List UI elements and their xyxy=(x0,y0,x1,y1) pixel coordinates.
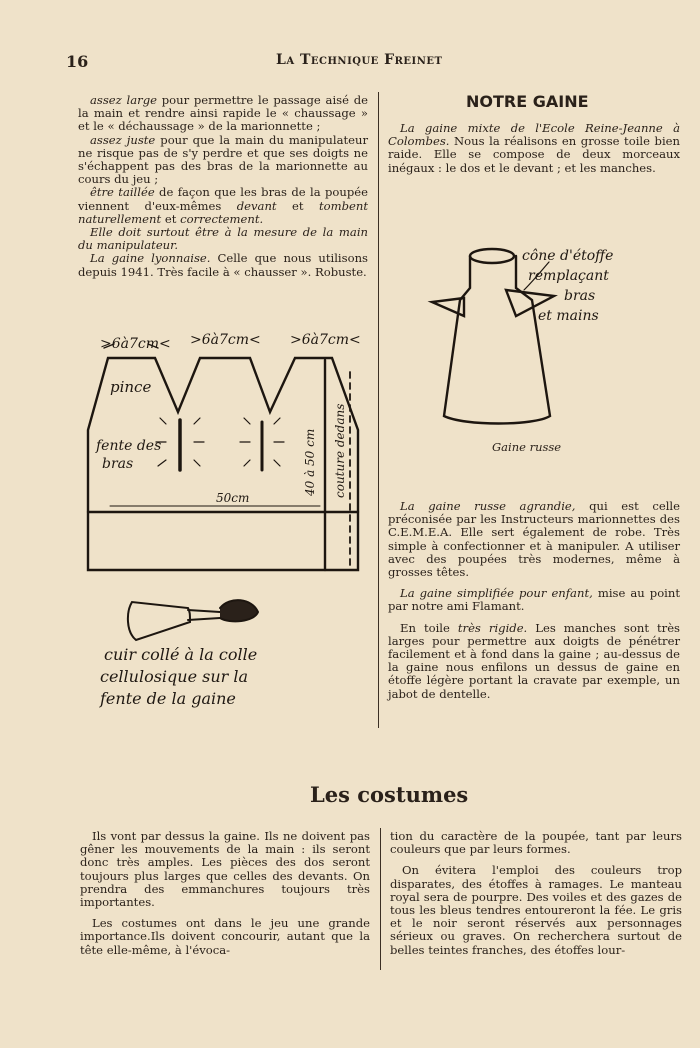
note-label: et mains xyxy=(538,308,599,324)
gaine-russe-diagram xyxy=(424,240,664,440)
page-number: 16 xyxy=(66,52,89,71)
width-label: 50cm xyxy=(216,491,250,505)
right-bottom-text xyxy=(388,500,680,701)
paragraph: assez large pour permettre le passage aisé de la main et rendre ainsi rapide le « chaussage » et le « déchaussage » de la marionnette ; xyxy=(78,93,368,134)
lyonnaise-pattern-diagram xyxy=(70,320,370,740)
right-top-text xyxy=(388,122,680,175)
paragraph: On évitera l'emploi des couleurs trop disparates, des étoffes à ramages. Le manteau royal sera de pourpre. Des voiles et des gazes de tous les bleus tendres entoureront la fée. Le gris et le noir seront réservés aux personnages sérieux ou graves. On recherchera surtout de belles teintes franches, des étoffes lour- xyxy=(390,863,682,957)
paragraph: tion du caractère de la poupée, tant par leurs couleurs que par leurs formes. xyxy=(390,829,682,857)
paragraph: La gaine lyonnaise. Celle que nous utilisons depuis 1941. Très facile à « chausser ». Robuste. xyxy=(78,251,368,279)
pince-label: pince xyxy=(110,378,152,396)
measure-label: >6à7cm< xyxy=(100,336,171,352)
paragraph: Les costumes ont dans le jeu une grande importance.Ils doivent concourir, autant que la tête elle-même, à l'évoca- xyxy=(80,916,370,957)
measure-label: >6à7cm< xyxy=(290,332,361,348)
paragraph: En toile très rigide. Les manches sont très larges pour permettre aux doigts de pénétrer facilement et à fond dans la gaine ; au-dessus de la gaine nous enfilons un dessus de gaine en étoffe légère portant la cravate par exemple, un jabot de dentelle. xyxy=(388,620,681,701)
fente-label: bras xyxy=(102,456,134,472)
note-label: cône d'étoffe xyxy=(522,248,614,264)
fente-label: fente des xyxy=(96,438,162,454)
costumes-left-text xyxy=(80,830,370,957)
running-title: La Technique Freinet xyxy=(276,52,443,68)
paragraph: La gaine mixte de l'Ecole Reine-Jeanne à Colombes. Nous la réalisons en grosse toile bien raide. Elle se compose de deux morceaux inégaux : le dos et le devant ; et les manches. xyxy=(388,121,680,175)
paragraph: La gaine simplifiée pour enfant, mise au point par notre ami Flamant. xyxy=(388,586,681,614)
height-label: 40 à 50 cm xyxy=(303,428,317,496)
paragraph: Ils vont par dessus la gaine. Ils ne doivent pas gêner les mouvements de la main : ils seront donc très amples. Les pièces des dos seront toujours plus larges que celles des devants. On prendra des emmanchures toujours très importantes. xyxy=(80,829,370,910)
section-heading: NOTRE GAINE xyxy=(466,92,589,111)
costumes-right-text xyxy=(390,830,682,957)
note-label: remplaçant xyxy=(528,268,609,284)
measure-label: >6à7cm< xyxy=(190,332,261,348)
section-heading: Les costumes xyxy=(310,782,469,807)
paragraph: Elle doit surtout être à la mesure de la main du manipulateur. xyxy=(78,225,368,253)
paragraph: être taillée de façon que les bras de la poupée viennent d'eux-mêmes devant et tombent naturellement et correctement. xyxy=(78,185,368,226)
cuir-label: fente de la gaine xyxy=(100,689,236,708)
couture-label: couture dedans xyxy=(333,403,347,498)
figure-caption: Gaine russe xyxy=(492,440,562,454)
left-top-text xyxy=(78,94,368,279)
note-label: bras xyxy=(564,288,596,304)
paragraph: La gaine russe agrandie, qui est celle préconisée par les Instructeurs marionnettes des C.E.M.E.A. Elle sert également de robe. Très simple à confectionner et à manipuler. A utiliser avec des poupées très modernes, même à grosses têtes. xyxy=(388,499,680,580)
cuir-label: cuir collé à la colle xyxy=(104,645,258,664)
paragraph: assez juste pour que la main du manipulateur ne risque pas de s'y perdre et que ses doigts ne s'échappent pas des bras de la marionnette au cours du jeu ; xyxy=(78,132,369,187)
cuir-label: cellulosique sur la xyxy=(100,667,249,686)
column-divider xyxy=(380,828,381,970)
column-divider xyxy=(378,92,379,728)
